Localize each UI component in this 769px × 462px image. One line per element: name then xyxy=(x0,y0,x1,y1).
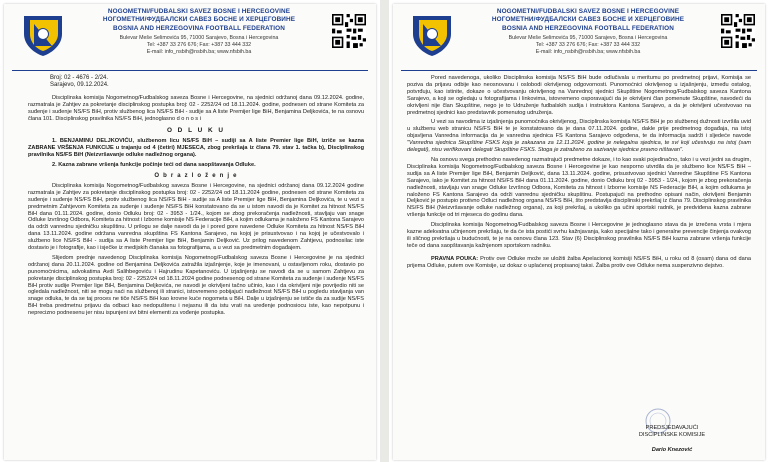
reasoning-paragraph-6: Disciplinska komisija Nogometnog/Fudbalskog saveza Bosne i Hercegovine je jednoglasno stava da je izrečena vrsta i mjera kazne adekvatna učinjenom prekršaju, te da će ista postići svrhu kažnjavanja, kako specijalne tako i generalne prevencije činjenja ovakvog ili sličnog prekršaja u budućnosti, te je na osnovu člana 123. Stav (6) Disciplinskog pravilnika NS/FS BiH kazna zabrane vršenja funkcije teče od dana saopštavanja kažnjenom sportskom radniku. xyxy=(407,222,751,249)
quoted-announcement: "Vanredna sjednica Skupštine FSKS koja je zakazana za 12.11.2024. godine je nelegalna sjednica, te svi koji učestvuju na istoj (sam delegati), nisu verifikovani delegati Skupštine FSKS. Stoga je zatraženo za sazivanje sjednice pravno ništavan". xyxy=(407,140,751,154)
email-line: E-mail: info_nsbih@nsbih.ba; www.nfsbih.ba xyxy=(535,48,641,55)
reasoning-paragraph-2: Slijedom prednje navedenog Disciplinska komisija Nogometnog/Fudbalskog saveza Bosne i Hercegovine je na sjednici održanoj dana 20.11.2024. godine od Benjamina Deljkovića zatražila izjašnjenje, koje je imenovani, u ostavljenom roku, dostavio po punomoćnicima, advokatima Avdi Salihbegoviću i Hajrudinu Kapetanoviću. U izjašnjenju se navodi da se u samom Zahtjevu za pokretanje disciplinskog postupka broj: 02 - 2252/24 od 18.11.2024 godine podnesenog od strane Komiteta za suđenje i suđenje NS/FS BiH protiv sudije Premijer lige BiH, Benjamina Deljkovića, ne navodi je okrivljeni tačno učinio, kao i da okrivljeni nije povrijedio niti se ogledala nadležnost, niti se mogu naći na službenoj ili stranici, istovremeno pobijajući nadležnost NS/FS BiH u pogledu stavljanja van snage odluka, te da se taj proces ne tiče NS/FS BiH kao krovne kuće nogometa u BiH. Dalje u izjašnjenju se ističe da za sudije NS/FS BiH treba predmetnu prijavu da odbaci kao nedopuštenu i nejasnu ili da istu vrati na uređenje podnosiocu iste, kao nepotpunu i neprecizno podnesenu jer nisu ispunjeni svi bitni elementi za vođenje postupka. xyxy=(28,254,364,317)
document-place-date: Sarajevo, 09.12.2024. xyxy=(50,82,109,89)
email-line: E-mail: info_nsbih@nsbih.ba; www.nfsbih.ba xyxy=(146,48,252,55)
federation-logo-icon xyxy=(20,12,66,58)
reference-block xyxy=(50,75,364,90)
legal-remedy-text: Protiv ove Odluke može se uložiti žalba Apelacionoj komisiji NS/FS BiH, u roku od 8 (osam) dana od dana prijema Odluke, putem ove Komisije, uz dokaz o uplaćenoj propisanoj taksi. Žalba protiv ove Odluke nema suspenzivno dejstvo. xyxy=(407,255,751,269)
reasoning-paragraph-5: Na osnovu svega prethodno navedenog razmatrajući predmetne dokaze, i to kao svaki pojedinačno, tako i u vezi jedni sa drugim, Disciplinska komisija Nogometnog/Fudbalskog saveza Bosne i Hercegovine je kao nesporno utvrdila da je službeno lice NS/FS BiH – sudija sa A liste Premijer lige BiH, Benjamin Deljković, dana 13.11.2024. godine, prisustvovao sjednici Vanredne Skupštine FS Kantona Sarajevo, iako je Komitet za hitnost NS/FS BiH dana 01.11.2024. godine, donio Odluku broj 02 - 3953 - 1/24., kojom je zbog prekoračenja nadležnosti, stavljaju van snage Odluke Izvršnog Odbora, Komiteta za hitnost i Izborne komisije NS Federacije BiH, a kojim odlukama je naloženo FS Kantona Sarajevo da održi vanrednu sjedničku skupštinu. Postupajući na prethodno opisani način, okrivljeni Benjamin Deljković je postupio protivno Odluci nadležnog organa NS/FS BiH, što predstavlja disciplinski prekršaj iz člana 79. Disciplinskog pravilnika NS/FS BiH (Neizvršavanje odluke nadležnog organa), za koji prekršaj, a ukoliko ga učini sportski radnik, je predviđena kazna zabrane vršenja funkcije od tri mjeseca do godinu dana. xyxy=(407,156,751,219)
document-page-1 xyxy=(4,4,376,460)
address-line: Bulevar Meše Selimovića 95, 71000 Sarajevo, Bosna i Hercegovina xyxy=(119,35,279,41)
signatory-title-line-2: DISCIPLINSKE KOMISIJE xyxy=(638,432,706,438)
page-gutter xyxy=(380,0,389,462)
federation-name xyxy=(70,8,328,33)
contact-block xyxy=(459,35,717,55)
letterhead xyxy=(4,6,376,72)
letterhead-divider xyxy=(401,70,757,71)
qr-code-icon xyxy=(332,14,366,48)
federation-name-english: BOSNIA AND HERZEGOVINA FOOTBALL FEDERATION xyxy=(502,24,674,32)
phone-line: Tel: +387 33 276 676; Fax: +387 33 444 332 xyxy=(535,41,641,48)
reasoning-title: O b r a z l o ž e n j e xyxy=(154,172,238,179)
letterhead xyxy=(393,6,765,72)
reasoning-paragraph-4-text: U vezi sa navodima iz izjašnjenja punomoćnika okrivljenog, Disciplinska komisija NS/FS BiH je po službenoj dužnosti izvršila uvid u službenu web stranicu NS/FS BiH te je konstatovano da je dana 07.11.2024. godine, dakle prije predmetnog događaja, na istoj objavljena Vanredna informacija da je vanredna sjednica FS Kantona Sarajevo odgođena, te da informacija sadrži i sljedeće navode xyxy=(407,119,751,140)
federation-name-latin: NOGOMETNI/FUDBALSKI SAVEZ BOSNE I HERCEGOVINE xyxy=(107,8,291,15)
reasoning-paragraph-3: Pored navedenoga, ukoliko Disciplinska komisija NS/FS BiH bude odlučivala u meritumu po predmetnoj prijavi, Komisija se poziva da prijavu odbije kao neosnovanu i oslobodi okrivljenog odgovornosti. Punomoćnici okrivljenog u izjašnjenju, između ostalog, potvrđuju, kao istinite, dokaze o učestvovanju okrivljenog na Vanrednoj sjednici Skupštine Nogometnog/Fudbalskog saveza Kantona Sarajevo, a koji se ogledaju u fotografijama i linkovima, istovremeno osporavajući da je okrivljeni član pomenute Skupštine, navodeći da okrivljeni nije član Skupštine, nego je to Udruženje fudbalskih sudija i instruktora Kantona Sarajevo, a da je okrivljeni učestvovao na predmetnoj sjednici kao predstavnik pomenutog udruženja. xyxy=(407,75,751,116)
federation-name-cyrillic: НОГОМЕТНИ/ФУДБАЛСКИ САВЕЗ БОСНЕ И ХЕРЦЕГОВИНЕ xyxy=(102,16,296,24)
signature-block xyxy=(607,412,737,454)
signatory-title-line-1: PREDSJEDAVAJUĆI xyxy=(645,425,699,431)
reasoning-paragraph-1: Disciplinska komisija Nogometnog/Fudbalskog saveza Bosne i Hercegovine, na sjednici održanoj dana 09.12.2024 godine razmatrala je Zahtjev za pokretanje disciplinskog postupka broj: 02 - 2252/24 od 18.11.2024 godine, podnesen od strane Komiteta za suđenje i suđenje NS/FS BiH, protiv službenog lica NS/FS BiH - sudije sa A liste Premijer lige BiH, Benjamina Deljkovića, te u vezi s predmetnim Zahtjevom Komiteta za suđenje i suđenje NS/FS BiH konstatovano da se u istom navodi da je Komitet za hitnost NS/FS BiH dana 01.11.2024. godine, donio Odluku broj: 02 - 3953 - 1/24., kojom se zbog prekoračenja nadležnosti, stavljaju van snage Odluke Izvršnog Odbora, Komiteta za hitnost i Izborne komisije NS Federacije BiH, a kojim odlukama je naloženo FS Kantona Sarajevo da održi vanrednu sjedničku skupštinu. U prilogu se dalje navodi da je i pored gore navedene Odluke Komiteta za hitnost NS/FS BiH dana 13.11.2024. godine održana vanredna skupština FS Kantona Sarajevo, na kojoj je prisustvovao i na kojoj je učestvovalo i službeno lice NS/FS BiH - sudija sa A liste Premijer lige BiH, Benjamin Deljković. Uz prilog navedenom Zahtjevu, podnosilac iste dostavio je i fotografije, kao i isječke iz medijskih članaka sa fotografijama, a u vezi sa predmetnim događajem. xyxy=(28,182,364,252)
federation-name xyxy=(459,8,717,33)
federation-logo-icon xyxy=(409,12,455,58)
document-page-2 xyxy=(393,4,765,460)
legal-remedy-label: PRAVNA POUKA: xyxy=(431,255,479,262)
federation-name-latin: NOGOMETNI/FUDBALSKI SAVEZ BOSNE I HERCEGOVINE xyxy=(496,8,680,15)
address-line: Bulevar Meše Selimovića 95, 71000 Sarajevo, Bosna i Hercegovina xyxy=(508,35,668,41)
federation-name-english: BOSNIA AND HERZEGOVINA FOOTBALL FEDERATION xyxy=(113,24,285,32)
decision-point-1: 1. BENJAMINU DELJKOVIĆU, službenom licu NS/FS BiH – sudiji sa A liste Premier lige BiH, izriče se kazna ZABRANE VRŠENJA FUNKCIJE u trajanju od 4 (četiri) MJESECA, zbog prekršaja iz člana 79. stav 1. tačka b), Disciplinskog pravilnika NS/FS BiH (Neizvršavanje odluke nadležnog organa). xyxy=(28,138,364,159)
reasoning-paragraph-4 xyxy=(407,119,751,154)
intro-paragraph: Disciplinska komisija Nogometnog/Fudbalskog saveza Bosne i Hercegovine, na sjednici održanoj dana 09.12.2024. godine, razmatrala je Zahtjev za pokretanje disciplinskog postupka broj: 02 - 2252/24 od 18.11.2024. godine, podnesen od strane Komiteta za suđenje i suđenje NS/FS BiH, protiv službenog lica NS/FS BiH - sudije sa A liste Premijer lige BiH, Benjamina Deljkovića, te na osnovu člana 101. Disciplinskog pravilnika NS/FS BiH, jednoglasno d o n o s i xyxy=(28,94,364,122)
contact-block xyxy=(70,35,328,55)
legal-remedy xyxy=(407,256,751,270)
document-body-page-1 xyxy=(28,75,364,456)
signatory xyxy=(607,425,737,454)
phone-line: Tel: +387 33 276 676; Fax: +387 33 444 332 xyxy=(146,41,252,48)
qr-code-icon xyxy=(721,14,755,48)
decision-point-2: 2. Kazna zabrane vršenja funkcije počinje teći od dana saopštavanja Odluke. xyxy=(52,162,256,169)
decision-title: O D L U K U xyxy=(166,127,226,135)
letterhead-divider xyxy=(12,70,368,71)
signatory-name: Dario Knezović xyxy=(651,447,693,453)
document-number: Broj: 02 - 4676 - 2/24. xyxy=(50,75,109,81)
document-body-page-2 xyxy=(407,75,751,456)
federation-name-cyrillic: НОГОМЕТНИ/ФУДБАЛСКИ САВЕЗ БОСНЕ И ХЕРЦЕГОВИНЕ xyxy=(491,16,685,24)
